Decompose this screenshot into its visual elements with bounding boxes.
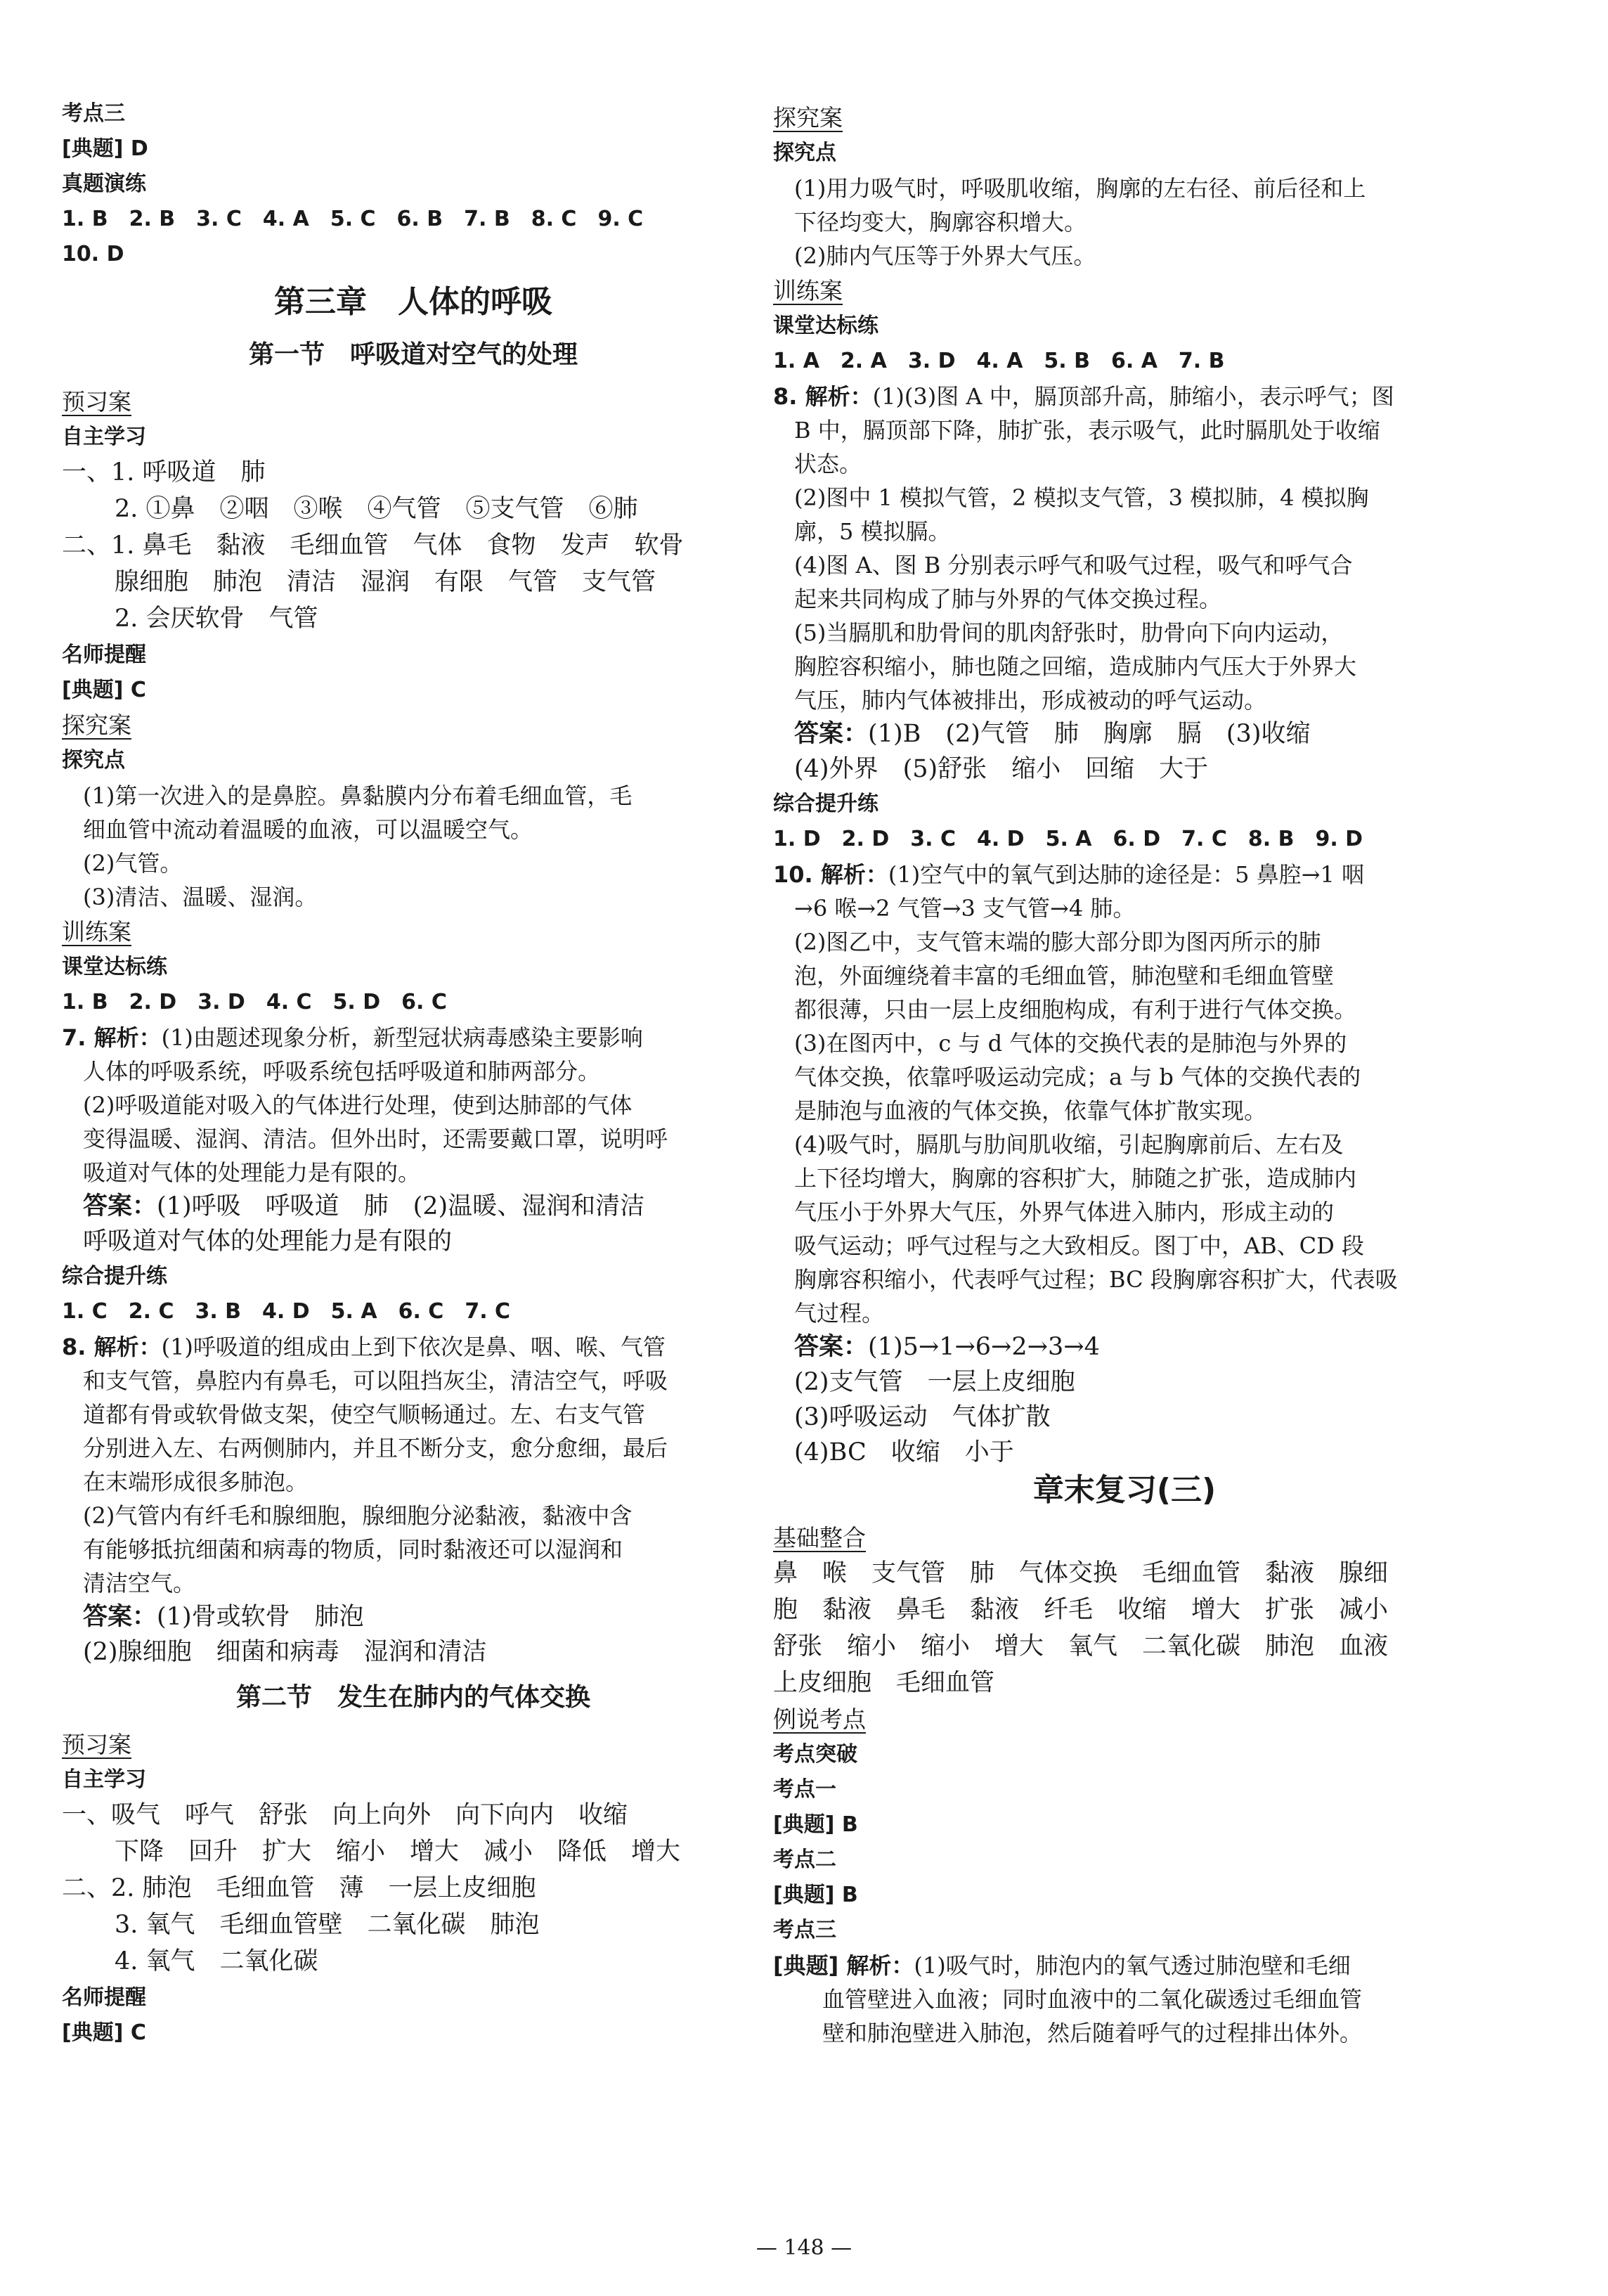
paragraph-line: 胸廓容积缩小，代表呼气过程；BC 段胸廓容积扩大，代表吸: [794, 1266, 1398, 1293]
subsection-label: 探究案: [773, 104, 843, 131]
subsection-heading: 课堂达标练: [62, 955, 167, 979]
dianti-answer: [典题] D: [62, 136, 148, 161]
paragraph-line: 泡，外面缠绕着丰富的毛细血管，肺泡壁和毛细血管壁: [794, 962, 1335, 989]
paragraph-line: 起来共同构成了肺与外界的气体交换过程。: [794, 586, 1222, 612]
answer-line: 4. 氧气 二氧化碳: [90, 1947, 318, 1975]
answer-line: 1. C 2. C 3. B 4. D 5. A 6. C 7. C: [62, 1299, 511, 1324]
paragraph-line: (1)第一次进入的是鼻腔。鼻黏膜内分布着毛细血管，毛: [83, 782, 633, 809]
paragraph-line: (2)肺内气压等于外界大气压。: [794, 243, 1096, 269]
paragraph-line: (4)吸气时，膈肌与肋间肌收缩，引起胸廓前后、左右及: [794, 1131, 1344, 1158]
kaodian-san-heading: 考点三: [62, 101, 125, 126]
paragraph-line: 清洁空气。: [83, 1570, 196, 1597]
answer-line: 胞 黏液 鼻毛 黏液 纤毛 收缩 增大 扩张 减小: [773, 1596, 1389, 1624]
answer-text: 呼吸道对气体的处理能力是有限的: [83, 1227, 453, 1256]
answer-label: 答案：: [83, 1603, 157, 1631]
answer-line: 鼻 喉 支气管 肺 气体交换 毛细血管 黏液 腺细: [773, 1559, 1389, 1587]
answer-line: 2. 会厌软骨 气管: [90, 605, 318, 633]
answer-line: 1. A 2. A 3. D 4. A 5. B 6. A 7. B: [773, 349, 1225, 373]
subsection-label: 探究案: [62, 711, 131, 739]
answer-line: 一、吸气 呼气 舒张 向上向外 向下向内 收缩: [62, 1801, 628, 1829]
subsection-label: 训练案: [62, 918, 131, 946]
answer-line: 上皮细胞 毛细血管: [773, 1669, 995, 1697]
paragraph-line: 气压，肺内气体被排出，形成被动的呼气运动。: [794, 687, 1267, 714]
answer-line: 2. ①鼻 ②咽 ③喉 ④气管 ⑤支气管 ⑥肺: [90, 495, 638, 523]
subsection-label: 预习案: [62, 388, 131, 415]
answer-line: 1. D 2. D 3. C 4. D 5. A 6. D 7. C 8. B 9. D: [773, 827, 1363, 851]
paragraph-line: 上下径均增大，胸廓的容积扩大，肺随之扩张，造成肺内: [794, 1165, 1357, 1192]
paragraph-line: (2)图乙中，支气管末端的膨大部分即为图丙所示的肺: [794, 929, 1321, 955]
paragraph-line: (3)清洁、温暖、湿润。: [83, 884, 318, 910]
answer-text: (4)外界 (5)舒张 缩小 回缩 大于: [794, 755, 1209, 783]
answer-line: 一、1. 呼吸道 肺: [62, 458, 266, 486]
subsection-heading: 综合提升练: [773, 792, 878, 816]
answer-line: 腺细胞 肺泡 清洁 湿润 有限 气管 支气管: [90, 568, 656, 596]
answer-line: 下降 回升 扩大 缩小 增大 减小 降低 增大: [90, 1838, 681, 1866]
paragraph-line: (2)呼吸道能对吸入的气体进行处理，使到达肺部的气体: [83, 1092, 633, 1118]
answer-text: (1)B (2)气管 肺 胸廓 膈 (3)收缩: [868, 720, 1311, 748]
subsection-label: 基础整合: [773, 1524, 866, 1552]
paragraph-line: 下径均变大，胸廓容积增大。: [794, 209, 1087, 236]
paragraph-line: (1)(3)图 A 中，膈顶部升高，肺缩小，表示呼气；图: [872, 383, 1394, 410]
review-title: 章末复习(三): [1032, 1472, 1217, 1508]
answer-label: 答案：: [794, 1333, 869, 1361]
paragraph-line: 廓，5 模拟膈。: [794, 518, 951, 545]
subsection-heading: 名师提醒: [62, 1985, 146, 2010]
answer-line: 1. B 2. D 3. D 4. C 5. D 6. C: [62, 990, 447, 1014]
chapter-title: 第三章 人体的呼吸: [274, 284, 552, 320]
paragraph-line: 都很薄，只由一层上皮细胞构成，有利于进行气体交换。: [794, 996, 1357, 1023]
answer-line: 1. B 2. B 3. C 4. A 5. C 6. B 7. B 8. C 9. C: [62, 207, 644, 231]
subsection-heading: 探究点: [773, 141, 836, 165]
paragraph-line: (3)在图丙中，c 与 d 气体的交换代表的是肺泡与外界的: [794, 1030, 1347, 1057]
answer-label: 答案：: [794, 720, 869, 748]
subsection-label: 训练案: [773, 277, 843, 304]
paragraph-line: (1)空气中的氧气到达肺的途径是：5 鼻腔→1 咽: [888, 861, 1365, 888]
paragraph-line: 气压小于外界大气压，外界气体进入肺内，形成主动的: [794, 1199, 1335, 1225]
paragraph-line: →6 喉→2 气管→3 支气管→4 肺。: [794, 895, 1136, 922]
subsection-heading: 考点突破: [773, 1742, 857, 1767]
subsection-heading: 自主学习: [62, 1767, 146, 1792]
paragraph-line: (2)气管内有纤毛和腺细胞，腺细胞分泌黏液，黏液中含: [83, 1502, 633, 1529]
dianti-answer: [典题] B: [773, 1812, 858, 1837]
analysis-label: 8. 解析：: [773, 383, 873, 410]
paragraph-line: 人体的呼吸系统，呼吸系统包括呼吸道和肺两部分。: [83, 1058, 601, 1085]
analysis-label: 8. 解析：: [62, 1334, 162, 1360]
dianti-answer: [典题] C: [62, 2020, 146, 2045]
answer-line: 舒张 缩小 缩小 增大 氧气 二氧化碳 肺泡 血液: [773, 1632, 1389, 1660]
paragraph-line: B 中，膈顶部下降，肺扩张，表示吸气，此时膈肌处于收缩: [794, 417, 1380, 444]
answer-line: 二、2. 肺泡 毛细血管 薄 一层上皮细胞: [62, 1874, 536, 1902]
paragraph-line: 分别进入左、右两侧肺内，并且不断分支，愈分愈细，最后: [83, 1435, 668, 1462]
analysis-label: 7. 解析：: [62, 1024, 162, 1051]
section-title: 第二节 发生在肺内的气体交换: [235, 1683, 590, 1712]
answer-text: (1)骨或软骨 肺泡: [157, 1603, 364, 1631]
subsection-label: 预习案: [62, 1731, 131, 1758]
answer-text: (2)腺细胞 细菌和病毒 湿润和清洁: [83, 1638, 487, 1666]
answer-label: 答案：: [83, 1192, 157, 1220]
paragraph-line: 血管壁进入血液；同时血液中的二氧化碳透过毛细血管: [822, 1986, 1363, 2013]
paragraph-line: 道都有骨或软骨做支架，使空气顺畅通过。左、右支气管: [83, 1401, 646, 1428]
paragraph-line: 状态。: [794, 451, 862, 477]
subsection-heading: 自主学习: [62, 425, 146, 449]
paragraph-line: 是肺泡与血液的气体交换，依靠气体扩散实现。: [794, 1097, 1267, 1124]
subsection-heading: 考点二: [773, 1847, 836, 1872]
paragraph-line: 胸腔容积缩小，肺也随之回缩，造成肺内气压大于外界大: [794, 653, 1357, 680]
answer-text: (2)支气管 一层上皮细胞: [794, 1368, 1075, 1396]
paragraph-line: (2)气管。: [83, 850, 183, 877]
paragraph-line: 气过程。: [794, 1300, 885, 1327]
answer-text: (3)呼吸运动 气体扩散: [794, 1403, 1051, 1431]
paragraph-line: 细血管中流动着温暖的血液，可以温暖空气。: [83, 816, 533, 843]
answer-line: 10. D: [62, 242, 124, 266]
subsection-heading: 名师提醒: [62, 643, 146, 667]
subsection-heading: 考点一: [773, 1777, 836, 1802]
paragraph-line: 在末端形成很多肺泡。: [83, 1469, 309, 1495]
section-title: 第一节 呼吸道对空气的处理: [248, 340, 578, 369]
paragraph-line: 壁和肺泡壁进入肺泡，然后随着呼气的过程排出体外。: [822, 2020, 1363, 2046]
dianti-answer: [典题] B: [773, 1883, 858, 1907]
subsection-heading: 综合提升练: [62, 1264, 167, 1289]
page-number: — 148 —: [756, 2236, 852, 2260]
paragraph-line: (1)由题述现象分析，新型冠状病毒感染主要影响: [161, 1024, 643, 1051]
paragraph-line: 气体交换，依靠呼吸运动完成；a 与 b 气体的交换代表的: [794, 1064, 1361, 1090]
paragraph-line: (1)用力吸气时，呼吸肌收缩，胸廓的左右径、前后径和上: [794, 175, 1366, 202]
subsection-heading: 考点三: [773, 1918, 836, 1942]
dianti-answer: [典题] C: [62, 678, 146, 702]
paragraph-line: (2)图中 1 模拟气管，2 模拟支气管，3 模拟肺，4 模拟胸: [794, 484, 1369, 511]
paragraph-line: (1)呼吸道的组成由上到下依次是鼻、咽、喉、气管: [161, 1334, 666, 1360]
zhenti-heading: 真题演练: [62, 172, 146, 196]
answer-line: 3. 氧气 毛细血管壁 二氧化碳 肺泡: [90, 1911, 540, 1939]
subsection-label: 例说考点: [773, 1705, 866, 1733]
paragraph-line: 有能够抵抗细菌和病毒的物质，同时黏液还可以湿润和: [83, 1536, 623, 1563]
paragraph-line: 吸气运动；呼气过程与之大致相反。图丁中，AB、CD 段: [794, 1232, 1364, 1259]
answer-text: (1)呼吸 呼吸道 肺 (2)温暖、湿润和清洁: [157, 1192, 645, 1220]
paragraph-line: 和支气管，鼻腔内有鼻毛，可以阻挡灰尘，清洁空气，呼吸: [83, 1367, 668, 1394]
subsection-heading: 探究点: [62, 748, 125, 773]
answer-text: (4)BC 收缩 小于: [794, 1438, 1014, 1466]
subsection-heading: 课堂达标练: [773, 314, 878, 338]
answer-text: (1)5→1→6→2→3→4: [868, 1333, 1100, 1361]
answer-line: 二、1. 鼻毛 黏液 毛细血管 气体 食物 发声 软骨: [62, 531, 684, 560]
paragraph-line: 变得温暖、湿润、清洁。但外出时，还需要戴口罩，说明呼: [83, 1126, 668, 1152]
paragraph-line: (5)当膈肌和肋骨间的肌肉舒张时，肋骨向下向内运动，: [794, 619, 1344, 646]
paragraph-line: (4)图 A、图 B 分别表示呼气和吸气过程，吸气和呼气合: [794, 552, 1353, 579]
paragraph-line: (1)吸气时，肺泡内的氧气透过肺泡壁和毛细: [914, 1952, 1351, 1979]
analysis-label: [典题] 解析：: [773, 1952, 914, 1979]
paragraph-line: 吸道对气体的处理能力是有限的。: [83, 1159, 421, 1186]
analysis-label: 10. 解析：: [773, 861, 888, 888]
